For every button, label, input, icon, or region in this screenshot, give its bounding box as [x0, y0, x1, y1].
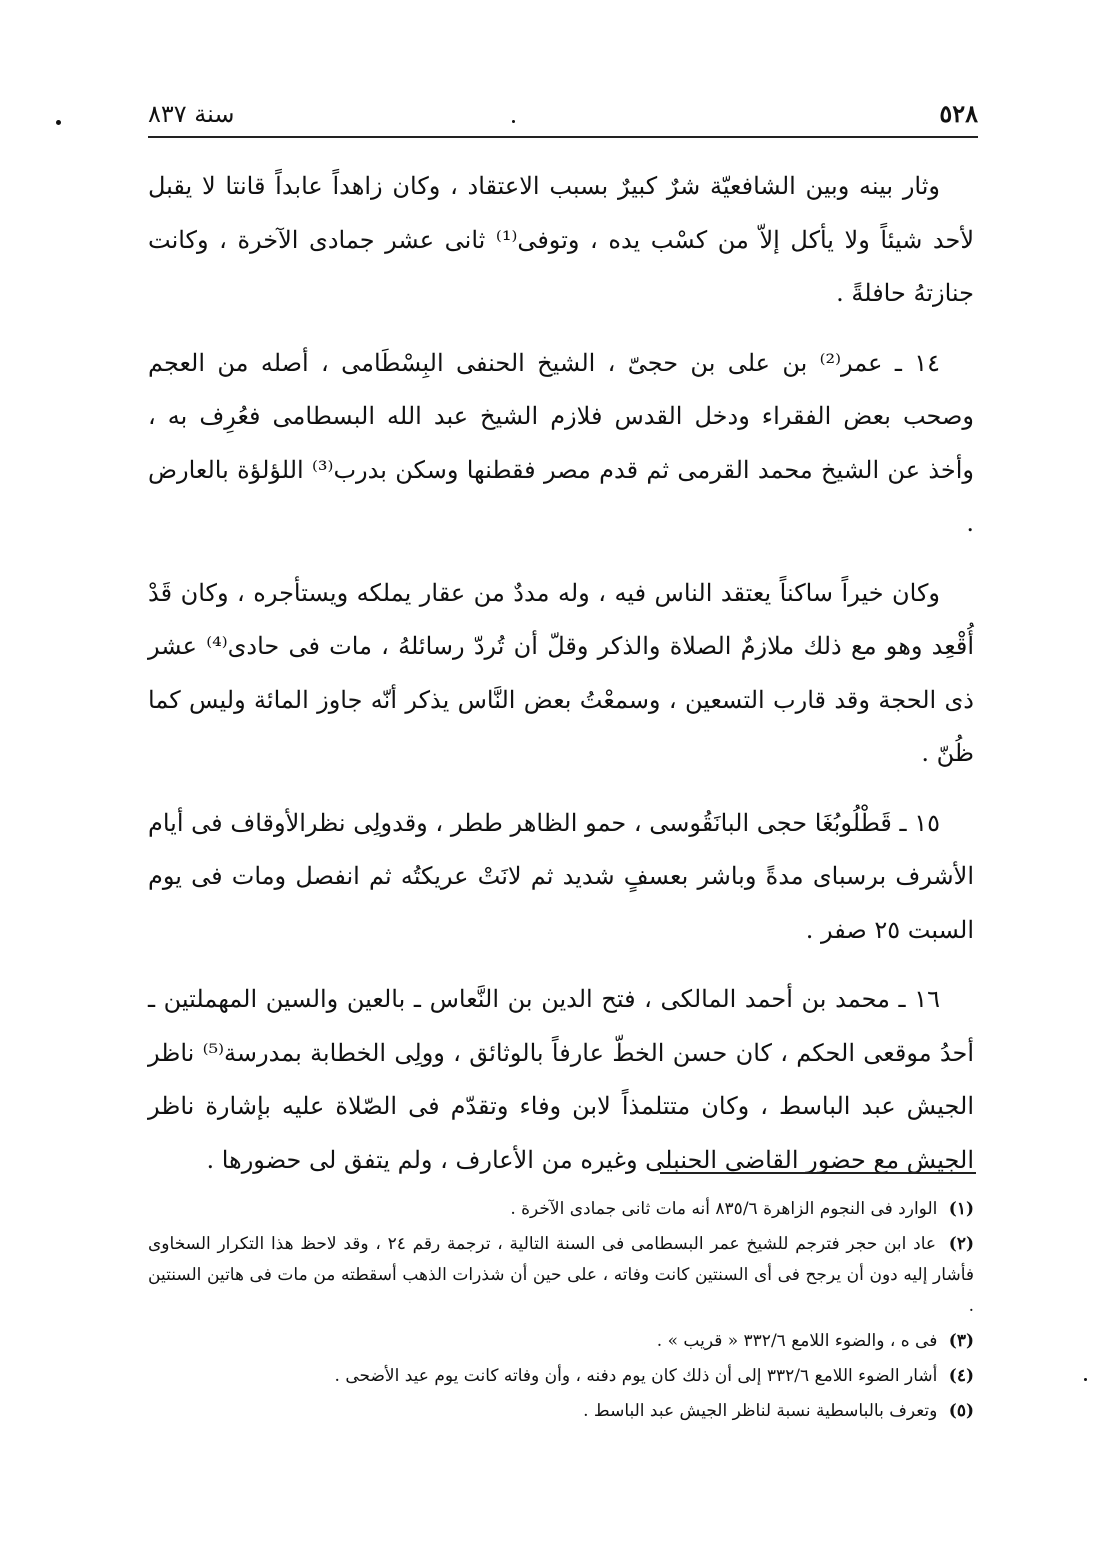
footnote-number: (٢) — [948, 1234, 975, 1254]
footnote-number: (٤) — [948, 1366, 974, 1386]
footnote-text: فى ه ، والضوء اللامع ٣٣٢/٦ « قريب » . — [656, 1331, 938, 1351]
footnote — [148, 1396, 974, 1427]
paragraph: وكان خيراً ساكناً يعتقد الناس فيه ، وله مددٌ من عقار يملكه ويستأجره ، وكان قَدْ أُقْعِد وهو مع ذلك ملازمٌ الصلاة والذكر وقلّ أن تُردّ رسائلهُ ، مات فى حادى⁽⁴⁾ عشر ذى الحجة وقد قارب التسعين ، وسمعْتُ بعض النَّاس يذكر أنّه جاوز المائة وليس كما ظُنّ . — [148, 578, 974, 767]
footnote-number: (٣) — [948, 1331, 974, 1351]
footnote-number: (١) — [948, 1199, 974, 1219]
footnote-text: أشار الضوء اللامع ٣٣٢/٦ إلى أن ذلك كان يوم دفنه ، وأن وفاته كانت يوم عيد الأضحى . — [334, 1366, 938, 1386]
margin-dot — [56, 120, 61, 125]
page-header — [148, 92, 978, 136]
footnote-rule — [660, 1172, 976, 1174]
main-text — [148, 160, 974, 1203]
margin-dot — [1084, 1378, 1087, 1381]
footnote — [148, 1194, 974, 1225]
biography-entry-16: ١٦ ـ محمد بن أحمد المالكى ، فتح الدين بن النَّعاس ـ بالعين والسين المهملتين ـ أحدُ موقعى الحكم ، كان حسن الخطّ عارفاً بالوثائق ، وولِى الخطابة بمدرسة⁽⁵⁾ ناظر الجيش عبد الباسط ، وكان متتلمذاً لابن وفاء وتقدّم فى الصّلاة عليه بإشارة ناظر الجيش مع حضور القاضى الحنبلى وغيره من الأعارف ، ولم يتفق لى حضورها . — [148, 985, 974, 1174]
year-header: سنة ٨٣٧ — [148, 100, 235, 128]
header-rule — [148, 136, 978, 138]
biography-entry-14: ١٤ ـ عمر⁽²⁾ بن على بن حجىّ ، الشيخ الحنفى البِسْطَامى ، أصله من العجم وصحب بعض الفقراء ودخل القدس فلازم الشيخ عبد الله البسطامى فعُرِف به ، وأخذ عن الشيخ محمد القرمى ثم قدم مصر فقطنها وسكن بدرب⁽³⁾ اللؤلؤة بالعارض . — [148, 348, 975, 537]
biography-entry-15: ١٥ ـ قَطْلُوبُغَا حجى البانَقُوسى ، حمو الظاهر ططر ، وقدولِى نظرالأوقاف فى أيام الأشرف برسباى مدةً وباشر بعسفٍ شديد ثم لانَتْ عريكتُه ثم انفصل ومات فى يوم السبت ٢٥ صفر . — [148, 808, 974, 944]
footnote — [148, 1326, 974, 1357]
page-number: ٥٢٨ — [939, 99, 978, 128]
footnote-text: الوارد فى النجوم الزاهرة ٨٣٥/٦ أنه مات ثانى جمادى الآخرة . — [510, 1199, 938, 1219]
footnote — [148, 1361, 974, 1392]
footnote-text: وتعرف بالباسطية نسبة لناظر الجيش عبد الباسط . — [583, 1401, 938, 1421]
footnote-number: (٥) — [948, 1401, 974, 1421]
paragraph: وثار بينه وبين الشافعيّة شرٌ كبيرٌ بسبب الاعتقاد ، وكان زاهداً عابداً قانتا لا يقبل لأحد شيئاً ولا يأكل إلاّ من كسْب يده ، وتوفى⁽¹⁾ ثانى عشر جمادى الآخرة ، وكانت جنازتهُ حافلةً . — [148, 172, 975, 307]
footnote-text: عاد ابن حجر فترجم للشيخ عمر البسطامى فى السنة التالية ، ترجمة رقم ٢٤ ، وقد لاحظ هذا التكرار السخاوى فأشار إليه دون أن يرجح فى أى السنتين كانت وفاته ، على حين أن شذرات الذهب أسقطته من مات فى هاتين السنتين . — [148, 1234, 974, 1316]
footnotes — [148, 1194, 974, 1431]
footnote — [148, 1229, 974, 1322]
